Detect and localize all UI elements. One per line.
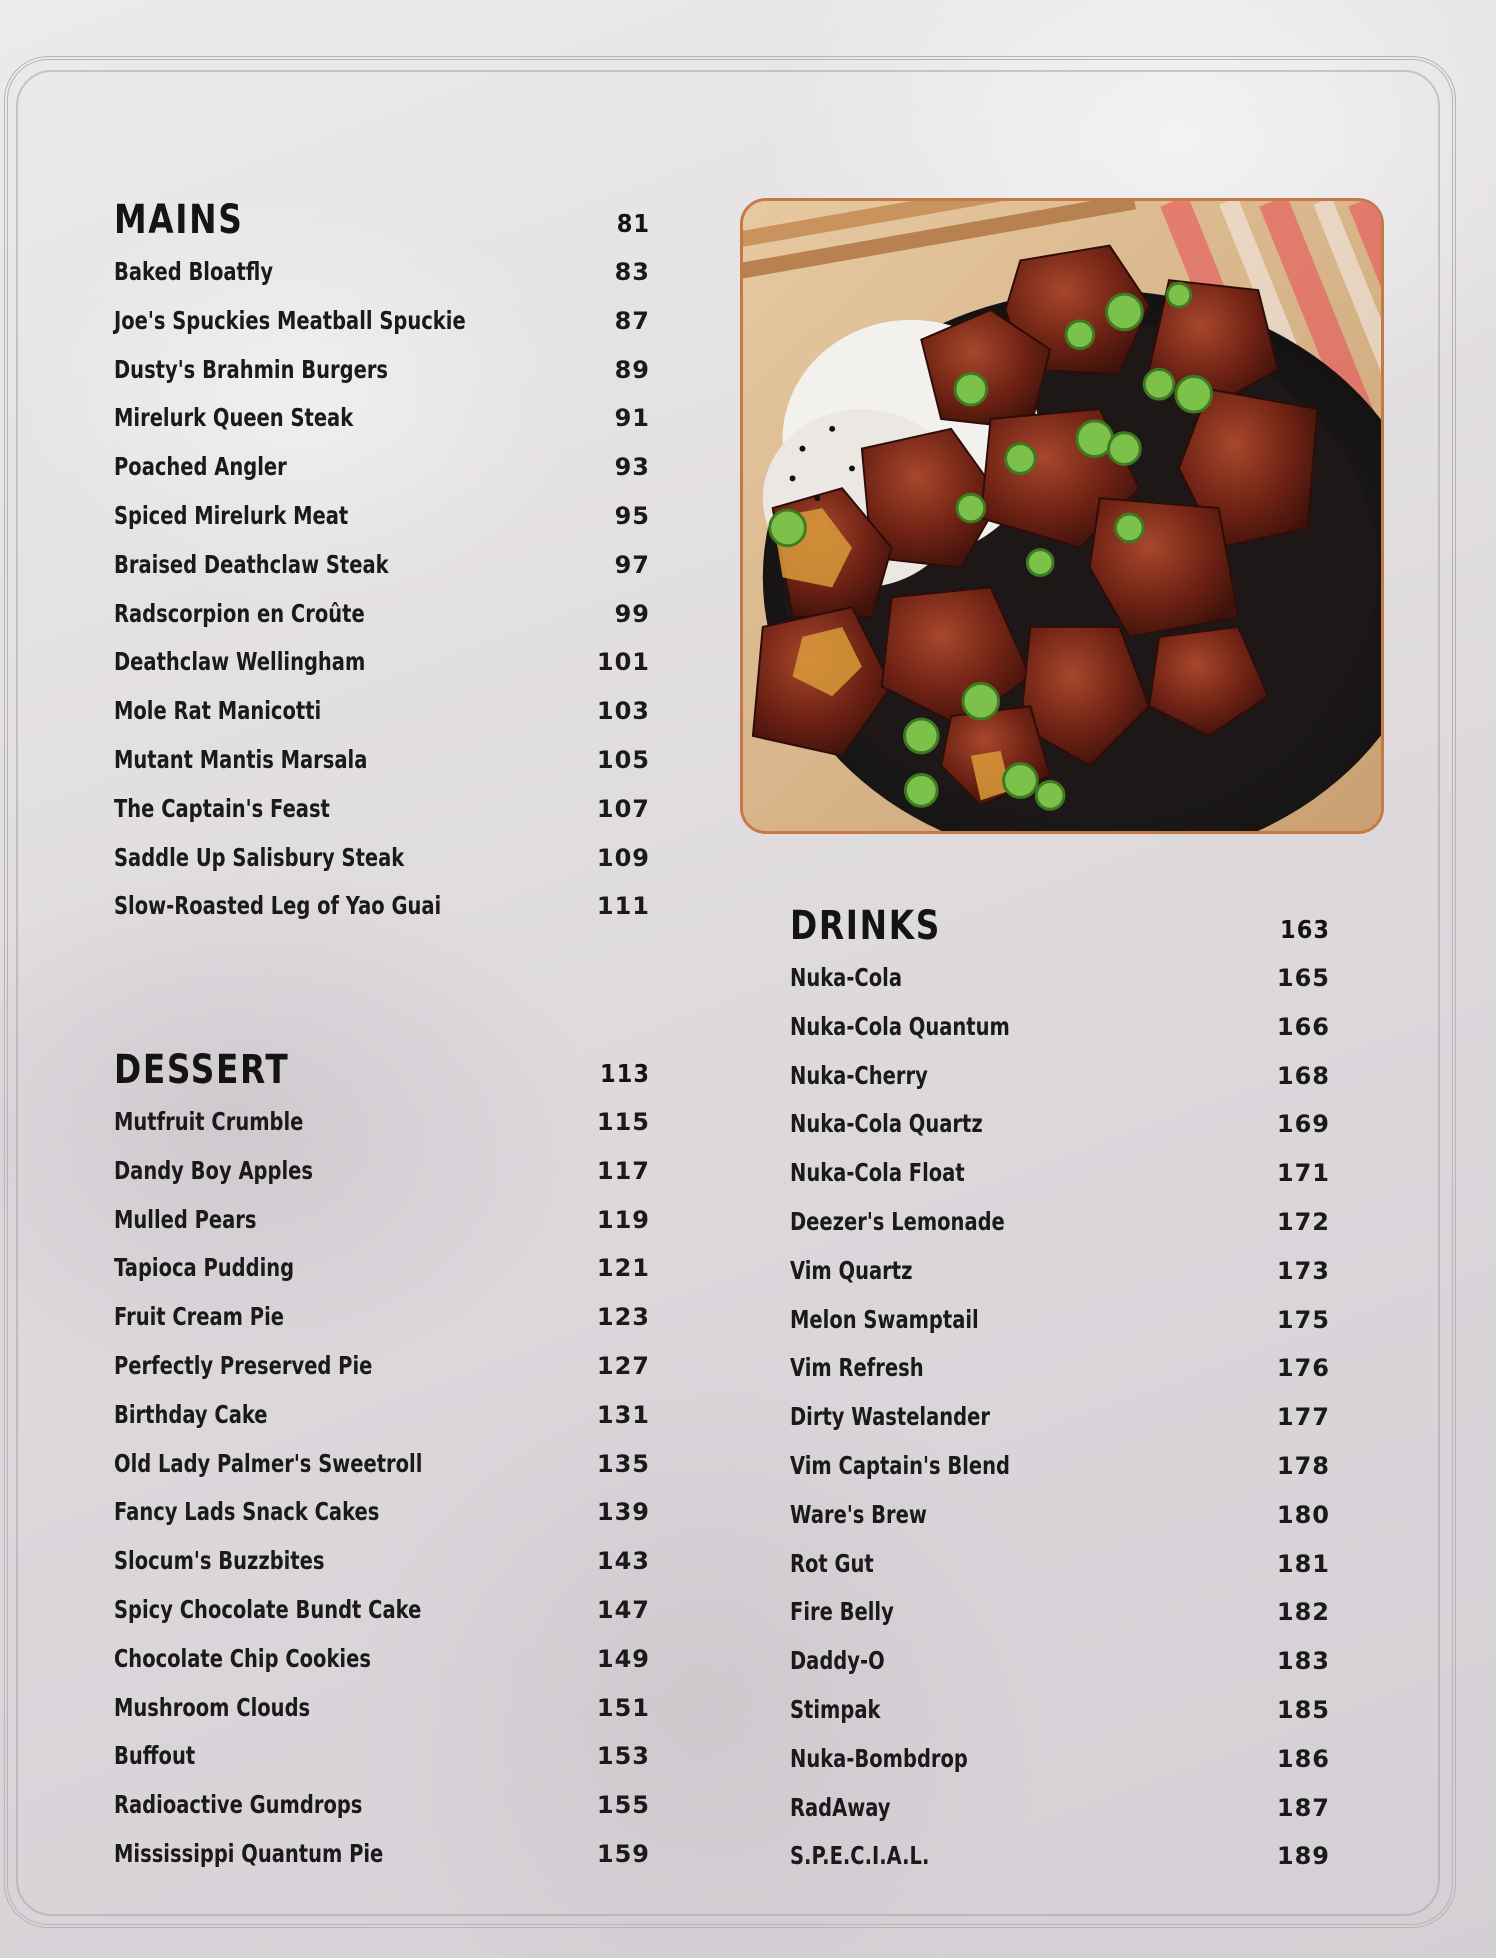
dessert-entry[interactable] [114,1684,650,1733]
entry-title: Mole Rat Manicotti [114,696,322,726]
section-page-number: 113 [600,1059,650,1088]
mains-entry[interactable] [114,638,650,687]
entry-title: Vim Quartz [790,1255,913,1285]
food-photo [740,198,1384,834]
drinks-entry[interactable] [790,1832,1330,1881]
entry-page-number: 183 [1276,1647,1330,1676]
entry-title: Old Lady Palmer's Sweetroll [114,1448,423,1478]
dessert-entry[interactable] [114,1391,650,1440]
entry-page-number: 127 [596,1351,650,1380]
entry-page-number: 139 [596,1498,650,1527]
entry-title: Rot Gut [790,1548,874,1578]
drinks-entry[interactable] [790,1003,1330,1052]
entry-page-number: 107 [596,794,650,823]
entry-title: Buffout [114,1741,196,1771]
entry-page-number: 87 [614,306,650,335]
dessert-entry[interactable] [114,1293,650,1342]
entry-page-number: 89 [614,355,650,384]
entry-page-number: 182 [1276,1598,1330,1627]
mains-entry[interactable] [114,687,650,736]
entry-page-number: 153 [596,1742,650,1771]
dessert-entry[interactable] [114,1244,650,1293]
entry-page-number: 186 [1276,1744,1330,1773]
drinks-entry[interactable] [790,1393,1330,1442]
drinks-entry[interactable] [790,1686,1330,1735]
entry-title: Ware's Brew [790,1499,927,1529]
drinks-entry[interactable] [790,1735,1330,1784]
entry-title: Mutfruit Crumble [114,1107,304,1136]
entry-page-number: 97 [614,550,650,579]
dessert-entry[interactable] [114,1537,650,1586]
entry-title: The Captain's Feast [114,793,330,823]
dessert-list [114,1098,650,1879]
drinks-entry[interactable] [790,1637,1330,1686]
entry-title: Stimpak [790,1694,881,1724]
entry-page-number: 166 [1276,1012,1330,1041]
mains-list [114,248,650,931]
entry-page-number: 172 [1276,1207,1330,1236]
entry-page-number: 189 [1276,1842,1330,1871]
mains-section [114,196,650,931]
entry-page-number: 121 [596,1254,650,1283]
entry-title: Mirelurk Queen Steak [114,403,354,433]
section-page-number: 81 [616,209,650,238]
drinks-entry[interactable] [790,1296,1330,1345]
dessert-entry[interactable] [114,1488,650,1537]
drinks-entry[interactable] [790,1784,1330,1833]
entry-page-number: 177 [1276,1403,1330,1432]
entry-page-number: 151 [596,1693,650,1722]
entry-page-number: 93 [614,453,650,482]
dessert-entry[interactable] [114,1781,650,1830]
entry-title: Nuka-Bombdrop [790,1743,968,1773]
entry-page-number: 123 [596,1303,650,1332]
dessert-entry[interactable] [114,1196,650,1245]
entry-page-number: 117 [596,1156,650,1185]
drinks-entry[interactable] [790,1588,1330,1637]
entry-page-number: 103 [596,697,650,726]
drinks-entry[interactable] [790,1247,1330,1296]
entry-title: Radioactive Gumdrops [114,1790,363,1820]
dessert-entry[interactable] [114,1098,650,1147]
entry-title: Dirty Wastelander [790,1402,990,1432]
entry-title: Fancy Lads Snack Cakes [114,1497,380,1527]
section-title: MAINS [114,197,244,243]
entry-page-number: 83 [614,258,650,286]
entry-title: Braised Deathclaw Steak [114,549,389,579]
entry-page-number: 178 [1276,1451,1330,1480]
entry-page-number: 168 [1276,1061,1330,1090]
entry-page-number: 135 [596,1449,650,1478]
entry-page-number: 105 [596,745,650,774]
entry-title: Perfectly Preserved Pie [114,1350,373,1380]
entry-title: Nuka-Cola [790,963,902,992]
entry-title: Vim Captain's Blend [790,1450,1010,1480]
drinks-entry[interactable] [790,1540,1330,1589]
entry-title: Slow-Roasted Leg of Yao Guai [114,891,442,921]
entry-page-number: 187 [1276,1793,1330,1822]
entry-title: Nuka-Cola Quartz [790,1109,983,1139]
drinks-entry[interactable] [790,954,1330,1003]
entry-title: Spicy Chocolate Bundt Cake [114,1594,422,1624]
drinks-entry[interactable] [790,1149,1330,1198]
entry-page-number: 149 [596,1644,650,1673]
entry-title: RadAway [790,1792,891,1822]
section-title: DESSERT [114,1047,290,1093]
dessert-entry[interactable] [114,1342,650,1391]
mains-entry[interactable] [114,785,650,834]
entry-page-number: 159 [596,1839,650,1868]
entry-title: Fire Belly [790,1597,894,1627]
drinks-entry[interactable] [790,1491,1330,1540]
dessert-entry[interactable] [114,1147,650,1196]
entry-page-number: 176 [1276,1354,1330,1383]
entry-page-number: 155 [596,1791,650,1820]
entry-title: Joe's Spuckies Meatball Spuckie [114,305,466,335]
mains-entry[interactable] [114,346,650,395]
entry-title: Tapioca Pudding [114,1253,295,1283]
mains-entry[interactable] [114,736,650,785]
section-title: DRINKS [790,903,942,949]
dessert-section [114,1046,650,1879]
dessert-entry[interactable] [114,1830,650,1879]
dessert-header[interactable] [114,1046,650,1098]
entry-page-number: 169 [1276,1110,1330,1139]
entry-title: Daddy-O [790,1646,885,1676]
drinks-list [790,954,1330,1881]
dessert-entry[interactable] [114,1586,650,1635]
entry-page-number: 115 [596,1108,650,1136]
braised-meat-bowl-image [743,201,1381,831]
entry-page-number: 101 [596,648,650,677]
mains-entry[interactable] [114,590,650,639]
entry-title: Mississippi Quantum Pie [114,1838,384,1868]
entry-title: Spiced Mirelurk Meat [114,500,349,530]
entry-title: Vim Refresh [790,1353,924,1383]
entry-title: Radscorpion en Croûte [114,598,365,628]
entry-title: Chocolate Chip Cookies [114,1643,371,1673]
entry-title: Mulled Pears [114,1204,257,1234]
mains-entry[interactable] [114,882,650,931]
mains-entry[interactable] [114,443,650,492]
entry-page-number: 119 [596,1205,650,1234]
drinks-header[interactable] [790,902,1330,954]
entry-page-number: 95 [614,501,650,530]
drinks-entry[interactable] [790,1442,1330,1491]
entry-page-number: 147 [596,1595,650,1624]
entry-page-number: 91 [614,404,650,433]
drinks-section [790,902,1330,1881]
entry-page-number: 143 [596,1547,650,1576]
entry-page-number: 181 [1276,1549,1330,1578]
mains-header[interactable] [114,196,650,248]
entry-page-number: 111 [596,892,650,921]
dessert-entry[interactable] [114,1440,650,1489]
entry-page-number: 175 [1276,1305,1330,1334]
mains-entry[interactable] [114,297,650,346]
entry-title: Melon Swamptail [790,1304,979,1334]
entry-page-number: 109 [596,843,650,872]
entry-title: Saddle Up Salisbury Steak [114,842,405,872]
entry-page-number: 173 [1276,1256,1330,1285]
dessert-entry[interactable] [114,1732,650,1781]
entry-page-number: 99 [614,599,650,628]
section-page-number: 163 [1280,915,1330,944]
mains-entry[interactable] [114,394,650,443]
entry-page-number: 165 [1276,964,1330,992]
entry-page-number: 180 [1276,1500,1330,1529]
entry-title: Nuka-Cola Quantum [790,1011,1010,1041]
entry-title: Mushroom Clouds [114,1692,311,1722]
mains-entry[interactable] [114,834,650,883]
entry-page-number: 171 [1276,1159,1330,1188]
entry-title: Birthday Cake [114,1399,268,1429]
dessert-entry[interactable] [114,1635,650,1684]
drinks-entry[interactable] [790,1198,1330,1247]
mains-entry[interactable] [114,541,650,590]
entry-title: S.P.E.C.I.A.L. [790,1841,930,1871]
entry-title: Deezer's Lemonade [790,1206,1005,1236]
entry-page-number: 131 [596,1400,650,1429]
entry-title: Poached Angler [114,452,287,482]
entry-title: Mutant Mantis Marsala [114,744,368,774]
entry-title: Nuka-Cola Float [790,1158,965,1188]
mains-entry[interactable] [114,248,650,297]
entry-title: Nuka-Cherry [790,1060,928,1090]
entry-title: Slocum's Buzzbites [114,1546,325,1576]
entry-title: Dandy Boy Apples [114,1155,313,1185]
drinks-entry[interactable] [790,1344,1330,1393]
entry-page-number: 185 [1276,1695,1330,1724]
mains-entry[interactable] [114,492,650,541]
entry-title: Baked Bloatfly [114,257,274,286]
drinks-entry[interactable] [790,1052,1330,1101]
entry-title: Dusty's Brahmin Burgers [114,354,389,384]
entry-title: Fruit Cream Pie [114,1302,284,1332]
drinks-entry[interactable] [790,1100,1330,1149]
entry-title: Deathclaw Wellingham [114,647,366,677]
